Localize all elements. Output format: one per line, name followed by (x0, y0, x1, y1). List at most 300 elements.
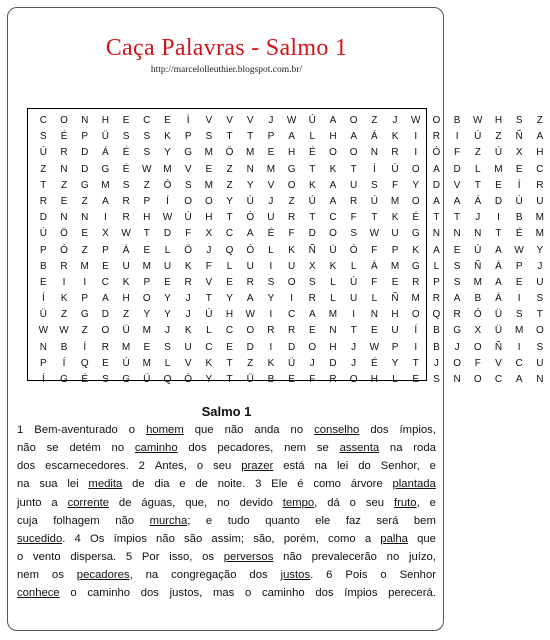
grid-letter[interactable]: Í (517, 179, 521, 191)
grid-letter[interactable]: L (226, 260, 233, 272)
grid-letter[interactable]: P (433, 276, 440, 288)
grid-letter[interactable]: G (287, 163, 296, 175)
grid-letter[interactable]: T (495, 228, 502, 240)
grid-letter[interactable]: Ó (349, 244, 358, 256)
grid-letter[interactable]: L (350, 260, 357, 272)
grid-letter[interactable]: U (163, 260, 172, 272)
grid-letter[interactable]: X (205, 228, 213, 240)
grid-letter[interactable]: F (391, 179, 399, 191)
grid-letter[interactable]: Í (186, 115, 190, 126)
grid-letter[interactable]: D (308, 228, 316, 240)
grid-letter[interactable]: Ñ (494, 341, 503, 353)
grid-letter[interactable]: A (433, 244, 440, 256)
grid-letter[interactable]: M (494, 163, 503, 175)
grid-letter[interactable]: Y (226, 293, 233, 305)
grid-letter[interactable]: H (370, 374, 378, 385)
grid-letter[interactable]: O (411, 309, 420, 321)
grid-letter[interactable]: S (40, 131, 47, 143)
grid-letter[interactable]: W (38, 325, 49, 337)
grid-letter[interactable]: D (287, 341, 296, 353)
grid-letter[interactable]: É (371, 357, 378, 369)
grid-letter[interactable]: É (122, 147, 130, 159)
grid-letter[interactable]: E (371, 325, 378, 337)
grid-letter[interactable]: S (122, 179, 130, 191)
grid-letter[interactable]: Ö (225, 147, 234, 159)
grid-letter[interactable]: N (474, 228, 482, 240)
grid-letter[interactable]: W (410, 115, 421, 126)
grid-letter[interactable]: N (370, 147, 378, 159)
grid-letter[interactable]: T (350, 163, 357, 175)
grid-letter[interactable]: N (453, 374, 461, 385)
grid-letter[interactable]: É (81, 374, 89, 385)
grid-letter[interactable]: O (535, 325, 544, 337)
grid-letter[interactable]: Ú (474, 131, 482, 143)
grid-letter[interactable]: S (143, 131, 151, 143)
grid-letter[interactable]: H (329, 341, 337, 353)
grid-letter[interactable]: L (330, 293, 336, 305)
grid-letter[interactable]: N (432, 228, 441, 240)
grid-letter[interactable]: R (101, 341, 110, 353)
grid-letter[interactable]: H (494, 115, 503, 126)
grid-letter[interactable]: Z (81, 195, 88, 207)
grid-letter[interactable]: M (514, 325, 524, 337)
grid-letter[interactable]: Í (41, 293, 45, 305)
grid-letter[interactable]: Í (166, 195, 169, 207)
grid-letter[interactable]: Z (226, 179, 233, 191)
grid-letter[interactable]: I (290, 293, 293, 305)
grid-letter[interactable]: Í (83, 341, 87, 353)
grid-letter[interactable]: P (81, 131, 89, 143)
grid-letter[interactable]: D (39, 212, 47, 224)
grid-letter[interactable]: P (40, 244, 47, 256)
grid-letter[interactable]: É (412, 212, 420, 224)
grid-letter[interactable]: S (433, 374, 440, 385)
grid-letter[interactable]: K (184, 325, 192, 337)
grid-letter[interactable]: I (414, 131, 418, 143)
grid-letter[interactable]: Z (81, 244, 88, 256)
grid-letter[interactable]: W (142, 163, 152, 175)
grid-letter[interactable]: E (226, 276, 233, 288)
grid-letter[interactable]: G (80, 179, 89, 191)
grid-letter[interactable]: R (287, 212, 296, 224)
grid-letter[interactable]: X (474, 325, 482, 337)
grid-letter[interactable]: N (81, 212, 89, 224)
grid-letter[interactable]: W (59, 325, 69, 337)
grid-letter[interactable]: A (433, 163, 440, 175)
grid-letter[interactable]: T (143, 228, 150, 240)
grid-letter[interactable]: Ü (101, 131, 110, 143)
grid-letter[interactable]: B (474, 293, 482, 305)
grid-letter[interactable]: H (329, 131, 337, 143)
grid-letter[interactable]: F (350, 212, 357, 224)
grid-letter[interactable]: J (206, 244, 212, 256)
grid-letter[interactable]: A (246, 293, 254, 305)
grid-letter[interactable]: A (536, 131, 544, 143)
grid-letter[interactable]: H (101, 115, 110, 126)
grid-letter[interactable]: S (371, 179, 378, 191)
grid-letter[interactable]: O (142, 293, 151, 305)
grid-letter[interactable]: O (184, 195, 193, 207)
grid-letter[interactable]: I (497, 212, 500, 224)
grid-letter[interactable]: Ó (163, 179, 172, 191)
grid-letter[interactable]: F (288, 228, 295, 240)
grid-letter[interactable]: O (411, 195, 420, 207)
grid-letter[interactable]: P (102, 244, 109, 256)
grid-letter[interactable]: A (350, 131, 357, 143)
grid-letter[interactable]: T (454, 212, 461, 224)
grid-letter[interactable]: D (432, 179, 441, 191)
grid-letter[interactable]: F (371, 244, 378, 256)
grid-letter[interactable]: R (412, 276, 420, 288)
grid-letter[interactable]: L (206, 325, 212, 337)
grid-letter[interactable]: R (60, 260, 68, 272)
grid-letter[interactable]: G (101, 163, 110, 175)
grid-letter[interactable]: V (184, 357, 192, 369)
grid-letter[interactable]: P (184, 131, 192, 143)
grid-letter[interactable]: Q (163, 374, 172, 385)
grid-letter[interactable]: Ú (474, 244, 482, 256)
grid-letter[interactable]: B (60, 341, 68, 353)
grid-letter[interactable]: S (184, 179, 192, 191)
grid-letter[interactable]: O (349, 115, 358, 126)
grid-letter[interactable]: Q (225, 244, 234, 256)
grid-letter[interactable]: L (475, 163, 481, 175)
grid-letter[interactable]: G (411, 260, 420, 272)
grid-letter[interactable]: W (286, 115, 297, 126)
grid-letter[interactable]: H (225, 309, 234, 321)
grid-letter[interactable]: É (515, 228, 523, 240)
grid-letter[interactable]: Á (495, 260, 502, 272)
grid-letter[interactable]: C (494, 374, 503, 385)
grid-letter[interactable]: I (269, 341, 273, 353)
grid-letter[interactable]: A (329, 115, 337, 126)
grid-letter[interactable]: M (473, 276, 482, 288)
grid-letter[interactable]: W (162, 212, 173, 224)
grid-letter[interactable]: A (433, 195, 440, 207)
grid-letter[interactable]: I (104, 212, 107, 224)
grid-letter[interactable]: G (122, 374, 130, 385)
grid-letter[interactable]: Z (495, 131, 502, 143)
grid-letter[interactable]: O (60, 115, 68, 126)
grid-letter[interactable]: N (329, 325, 337, 337)
grid-letter[interactable]: Í (372, 163, 376, 175)
grid-letter[interactable]: I (517, 293, 521, 305)
grid-letter[interactable]: É (267, 228, 275, 240)
grid-letter[interactable]: I (352, 309, 356, 321)
grid-letter[interactable]: J (164, 325, 170, 337)
grid-letter[interactable]: C (536, 163, 544, 175)
grid-letter[interactable]: J (537, 260, 543, 272)
grid-letter[interactable]: X (515, 147, 523, 159)
grid-letter[interactable]: Z (60, 179, 68, 191)
grid-letter[interactable]: M (142, 357, 151, 369)
grid-letter[interactable]: J (268, 195, 274, 207)
grid-letter[interactable]: B (433, 325, 440, 337)
grid-letter[interactable]: É (308, 147, 316, 159)
grid-letter[interactable]: S (102, 374, 109, 385)
grid-letter[interactable]: R (432, 293, 441, 305)
grid-letter[interactable]: A (308, 309, 316, 321)
grid-letter[interactable]: I (455, 131, 459, 143)
grid-letter[interactable]: D (81, 147, 89, 159)
grid-letter[interactable]: F (474, 357, 481, 369)
grid-letter[interactable]: D (81, 163, 89, 175)
grid-letter[interactable]: D (101, 309, 110, 321)
grid-letter[interactable]: R (350, 195, 358, 207)
grid-letter[interactable]: J (392, 115, 398, 126)
grid-letter[interactable]: S (453, 260, 461, 272)
grid-letter[interactable]: K (391, 212, 399, 224)
grid-letter[interactable]: Y (536, 244, 544, 256)
grid-letter[interactable]: U (246, 260, 254, 272)
grid-letter[interactable]: V (184, 163, 192, 175)
grid-letter[interactable]: Z (536, 115, 543, 126)
grid-letter[interactable]: Y (164, 147, 171, 159)
grid-letter[interactable]: Ü (494, 325, 503, 337)
grid-letter[interactable]: X (102, 228, 109, 240)
grid-letter[interactable]: Ó (246, 244, 255, 256)
grid-letter[interactable]: T (350, 325, 357, 337)
grid-letter[interactable]: T (226, 131, 233, 143)
grid-letter[interactable]: E (515, 163, 523, 175)
grid-letter[interactable]: Ó (473, 309, 482, 321)
grid-letter[interactable]: U (536, 195, 544, 207)
grid-letter[interactable]: B (515, 212, 523, 224)
grid-letter[interactable]: S (267, 276, 275, 288)
grid-letter[interactable]: E (412, 374, 420, 385)
grid-letter[interactable]: K (308, 179, 316, 191)
grid-letter[interactable]: S (122, 131, 130, 143)
grid-letter[interactable]: J (351, 357, 357, 369)
grid-letter[interactable]: N (370, 309, 378, 321)
grid-letter[interactable]: S (515, 309, 523, 321)
grid-letter[interactable]: M (121, 341, 131, 353)
grid-letter[interactable]: Í (62, 357, 66, 369)
grid-letter[interactable]: Ü (494, 309, 503, 321)
grid-letter[interactable]: F (185, 228, 192, 240)
grid-letter[interactable]: K (164, 131, 171, 143)
grid-letter[interactable]: Y (164, 293, 171, 305)
grid-letter[interactable]: K (329, 163, 337, 175)
grid-letter[interactable]: A (102, 195, 109, 207)
grid-letter[interactable]: Ü (39, 309, 47, 321)
grid-letter[interactable]: Ú (246, 195, 254, 207)
grid-letter[interactable]: S (536, 341, 544, 353)
grid-letter[interactable]: M (80, 260, 89, 272)
grid-letter[interactable]: Í (41, 374, 45, 385)
grid-letter[interactable]: A (329, 195, 337, 207)
grid-letter[interactable]: Ú (370, 195, 378, 207)
grid-letter[interactable]: J (454, 341, 460, 353)
grid-letter[interactable]: R (329, 374, 337, 385)
grid-letter[interactable]: Ñ (474, 260, 482, 272)
grid-letter[interactable]: R (246, 276, 254, 288)
grid-letter[interactable]: K (184, 260, 192, 272)
grid-letter[interactable]: F (454, 147, 461, 159)
grid-letter[interactable]: E (102, 260, 109, 272)
grid-letter[interactable]: M (142, 325, 151, 337)
grid-letter[interactable]: O (329, 228, 337, 240)
grid-letter[interactable]: M (411, 293, 420, 305)
grid-letter[interactable]: C (143, 115, 151, 126)
grid-letter[interactable]: E (81, 228, 89, 240)
grid-letter[interactable]: J (185, 293, 191, 305)
grid-letter[interactable]: L (268, 244, 274, 256)
grid-letter[interactable]: O (329, 147, 337, 159)
grid-letter[interactable]: U (184, 341, 192, 353)
grid-letter[interactable]: P (515, 260, 523, 272)
grid-letter[interactable]: T (371, 212, 378, 224)
grid-letter[interactable]: L (309, 131, 316, 143)
grid-letter[interactable]: B (40, 260, 47, 272)
grid-letter[interactable]: Ú (205, 309, 213, 321)
grid-letter[interactable]: R (60, 147, 68, 159)
grid-letter[interactable]: M (535, 228, 545, 240)
grid-letter[interactable]: W (473, 115, 483, 126)
grid-letter[interactable]: G (453, 325, 461, 337)
grid-letter[interactable]: L (164, 357, 171, 369)
grid-letter[interactable]: S (164, 341, 171, 353)
grid-letter[interactable]: Ö (60, 228, 68, 240)
grid-letter[interactable]: O (287, 179, 296, 191)
grid-letter[interactable]: L (392, 374, 398, 385)
blog-url[interactable]: http://marcelolleuthier.blogspot.com.br/ (150, 65, 303, 75)
grid-letter[interactable]: Z (60, 309, 68, 321)
grid-letter[interactable]: K (60, 293, 68, 305)
grid-letter[interactable]: I (269, 260, 273, 272)
grid-letter[interactable]: Í (414, 325, 418, 337)
grid-letter[interactable]: S (205, 131, 213, 143)
grid-letter[interactable]: M (204, 179, 214, 191)
grid-letter[interactable]: Ú (494, 147, 503, 159)
grid-letter[interactable]: Z (288, 195, 295, 207)
grid-letter[interactable]: O (246, 325, 255, 337)
grid-letter[interactable]: I (62, 276, 66, 288)
grid-letter[interactable]: U (536, 276, 544, 288)
grid-letter[interactable]: D (453, 163, 461, 175)
grid-letter[interactable]: S (536, 293, 544, 305)
grid-letter[interactable]: C (515, 357, 523, 369)
grid-letter[interactable]: Á (474, 195, 482, 207)
grid-letter[interactable]: R (39, 195, 47, 207)
grid-letter[interactable]: Ó (184, 374, 193, 385)
grid-letter[interactable]: V (226, 115, 233, 126)
grid-letter[interactable]: Ú (308, 115, 316, 126)
grid-letter[interactable]: O (453, 357, 461, 369)
grid-letter[interactable]: K (391, 131, 399, 143)
grid-letter[interactable]: V (205, 276, 213, 288)
grid-letter[interactable]: L (371, 293, 378, 305)
grid-letter[interactable]: W (369, 228, 380, 240)
grid-letter[interactable]: O (308, 341, 317, 353)
grid-letter[interactable]: T (247, 131, 254, 143)
grid-letter[interactable]: N (39, 341, 47, 353)
grid-letter[interactable]: F (309, 374, 316, 385)
grid-letter[interactable]: H (205, 212, 213, 224)
grid-letter[interactable]: A (453, 293, 461, 305)
grid-letter[interactable]: A (453, 195, 461, 207)
grid-letter[interactable]: N (60, 212, 68, 224)
grid-letter[interactable]: S (143, 147, 151, 159)
grid-letter[interactable]: G (184, 147, 193, 159)
grid-letter[interactable]: M (101, 179, 110, 191)
grid-letter[interactable]: O (349, 374, 358, 385)
grid-letter[interactable]: V (495, 357, 502, 369)
grid-letter[interactable]: O (473, 341, 482, 353)
grid-letter[interactable]: C (205, 341, 213, 353)
grid-letter[interactable]: Z (81, 325, 88, 337)
grid-letter[interactable]: Z (226, 163, 233, 175)
grid-letter[interactable]: E (391, 276, 399, 288)
grid-letter[interactable]: Y (226, 195, 233, 207)
grid-letter[interactable]: E (164, 276, 171, 288)
grid-letter[interactable]: Z (123, 309, 130, 321)
grid-letter[interactable]: Á (102, 147, 109, 159)
grid-letter[interactable]: O (432, 115, 441, 126)
grid-letter[interactable]: C (225, 228, 234, 240)
grid-letter[interactable]: Z (474, 147, 481, 159)
grid-letter[interactable]: Z (371, 115, 378, 126)
grid-letter[interactable]: T (226, 212, 233, 224)
grid-letter[interactable]: X (308, 260, 316, 272)
grid-letter[interactable]: E (102, 357, 109, 369)
grid-letter[interactable]: R (432, 131, 441, 143)
grid-letter[interactable]: I (414, 341, 418, 353)
grid-letter[interactable]: R (536, 179, 544, 191)
grid-letter[interactable]: Á (371, 260, 378, 272)
grid-letter[interactable]: D (246, 341, 254, 353)
grid-letter[interactable]: O (473, 374, 482, 385)
grid-letter[interactable]: P (391, 341, 399, 353)
grid-letter[interactable]: V (205, 115, 213, 126)
grid-letter[interactable]: Ó (432, 147, 441, 159)
grid-letter[interactable]: V (267, 179, 275, 191)
grid-letter[interactable]: Ü (329, 244, 337, 256)
grid-letter[interactable]: T (309, 212, 316, 224)
grid-letter[interactable]: T (433, 212, 440, 224)
grid-letter[interactable]: D (329, 357, 337, 369)
grid-letter[interactable]: Á (371, 131, 378, 143)
grid-letter[interactable]: Ü (143, 374, 151, 385)
grid-letter[interactable]: R (391, 147, 399, 159)
grid-letter[interactable]: H (536, 147, 544, 159)
grid-letter[interactable]: A (102, 293, 109, 305)
grid-letter[interactable]: R (122, 195, 130, 207)
grid-letter[interactable]: M (390, 195, 400, 207)
grid-letter[interactable]: T (226, 374, 233, 385)
grid-letter[interactable]: S (453, 276, 461, 288)
grid-letter[interactable]: Ó (60, 244, 68, 256)
grid-letter[interactable]: M (204, 147, 214, 159)
grid-letter[interactable]: P (391, 244, 399, 256)
grid-letter[interactable]: U (536, 357, 544, 369)
grid-letter[interactable]: M (328, 309, 338, 321)
grid-letter[interactable]: Ú (391, 163, 399, 175)
grid-letter[interactable]: A (329, 179, 337, 191)
grid-letter[interactable]: G (60, 374, 68, 385)
grid-letter[interactable]: B (267, 374, 275, 385)
grid-letter[interactable]: O (101, 325, 110, 337)
grid-letter[interactable]: Y (391, 357, 399, 369)
grid-letter[interactable]: D (494, 195, 503, 207)
grid-letter[interactable]: P (143, 195, 151, 207)
grid-letter[interactable]: A (495, 244, 502, 256)
grid-letter[interactable]: Ü (122, 325, 130, 337)
grid-letter[interactable]: É (122, 163, 130, 175)
grid-letter[interactable]: J (433, 357, 439, 369)
grid-letter[interactable]: A (515, 374, 523, 385)
grid-letter[interactable]: Ú (184, 212, 192, 224)
